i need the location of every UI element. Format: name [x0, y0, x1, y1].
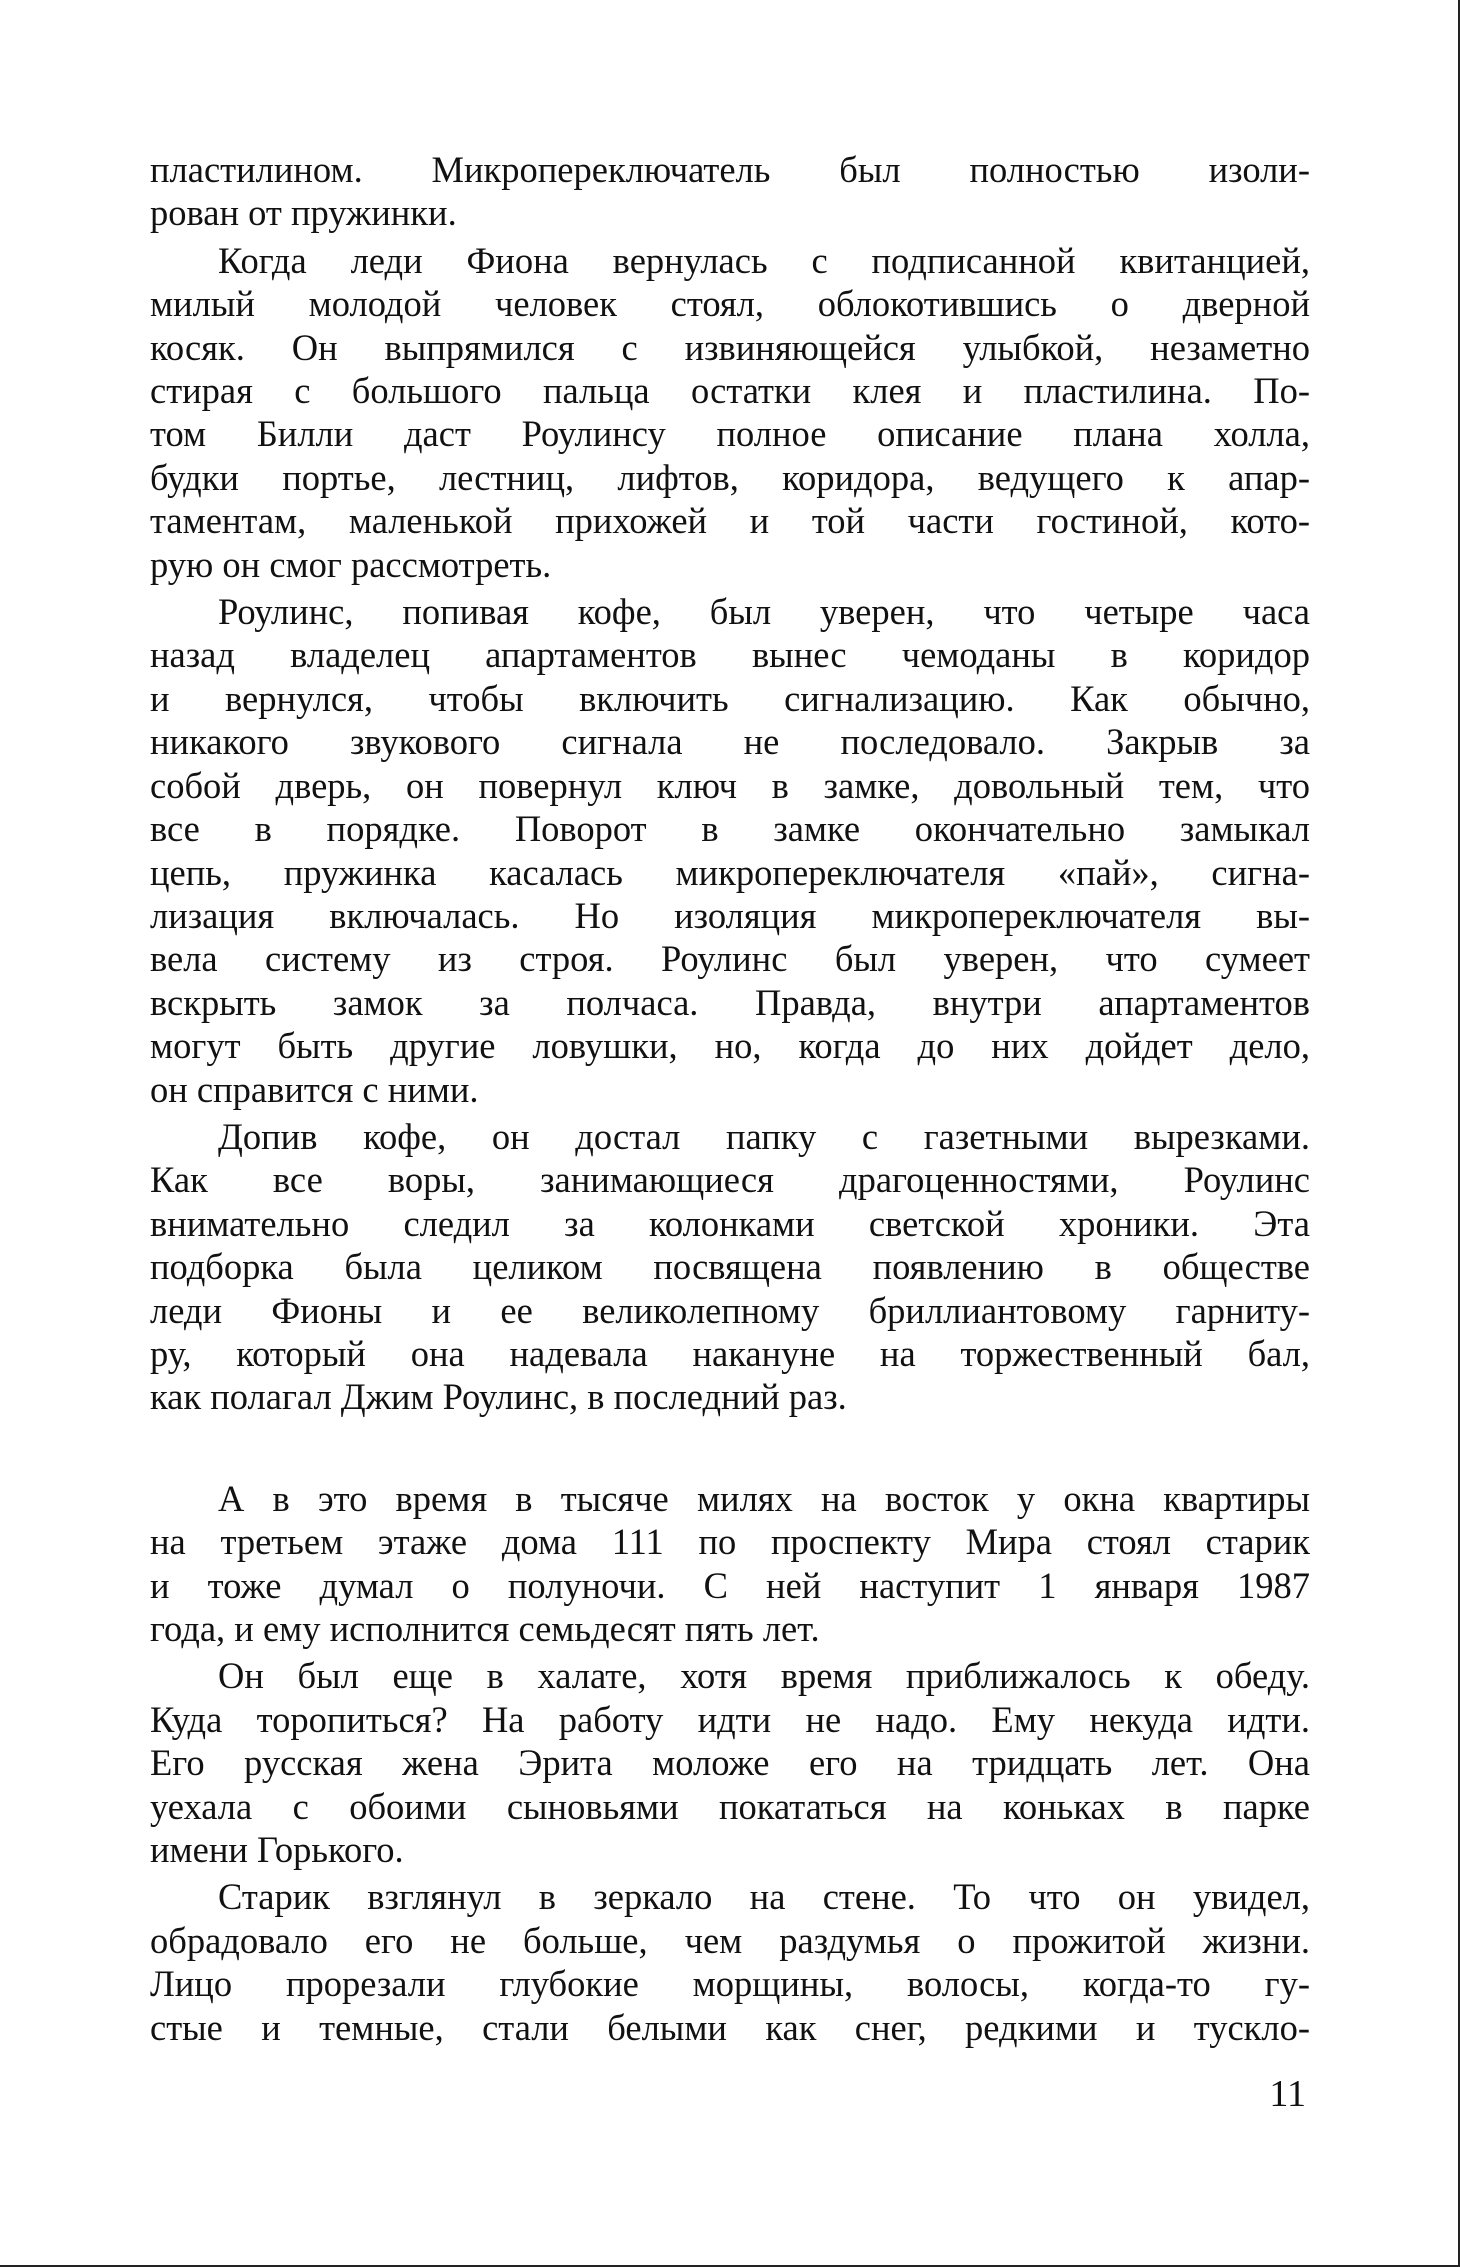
- text-line: и вернулся, чтобы включить сигнализацию. Как обычно,: [150, 677, 1310, 719]
- text-line: как полагал Джим Роулинс, в последний раз.: [150, 1376, 847, 1418]
- text-line: ру, который она надевала накануне на торжественный бал,: [150, 1332, 1310, 1374]
- text-line: Куда торопиться? На работу идти не надо. Ему некуда идти.: [150, 1698, 1310, 1740]
- text-line: внимательно следил за колонками светской хроники. Эта: [150, 1202, 1310, 1244]
- paragraph: [150, 1875, 1310, 2049]
- text-line: Он был еще в халате, хотя время приближалось к обеду.: [218, 1655, 1310, 1697]
- text-line: Как все воры, занимающиеся драгоценностями, Роулинс: [150, 1159, 1310, 1201]
- text-line: на третьем этаже дома 111 по проспекту Мира стоял старик: [150, 1521, 1310, 1563]
- text-line: Роулинс, попивая кофе, был уверен, что четыре часа: [218, 591, 1310, 633]
- paragraph: [150, 148, 1310, 235]
- text-line: он справится с ними.: [150, 1068, 479, 1110]
- paragraph: [150, 1654, 1310, 1871]
- text-line: Его русская жена Эрита моложе его на тридцать лет. Она: [150, 1742, 1310, 1784]
- text-line: Допив кофе, он достал папку с газетными вырезками.: [218, 1115, 1310, 1157]
- text-line: том Билли даст Роулинсу полное описание плана холла,: [150, 413, 1310, 455]
- text-line: рую он смог рассмотреть.: [150, 543, 552, 585]
- text-line: А в это время в тысяче милях на восток у окна квартиры: [218, 1477, 1310, 1519]
- section-break: [150, 1419, 1310, 1477]
- text-line: вела систему из строя. Роулинс был уверен, что сумеет: [150, 938, 1310, 980]
- text-line: никакого звукового сигнала не последовало. Закрыв за: [150, 721, 1310, 763]
- text-line: Когда леди Фиона вернулась с подписанной квитанцией,: [218, 239, 1310, 281]
- text-line: милый молодой человек стоял, облокотившись о дверной: [150, 283, 1310, 325]
- text-line: Старик взглянул в зеркало на стене. То что он увидел,: [218, 1876, 1310, 1918]
- text-line: цепь, пружинка касалась микропереключателя «пай», сигна-: [150, 851, 1310, 893]
- text-line: таментам, маленькой прихожей и той части гостиной, кото-: [150, 500, 1310, 542]
- paragraph: [150, 590, 1310, 1111]
- text-line: года, и ему исполнится семьдесят пять лет.: [150, 1608, 820, 1649]
- body-text: [150, 148, 1310, 2049]
- text-line: имени Горького.: [150, 1829, 404, 1871]
- text-line: леди Фионы и ее великолепному бриллиантовому гарниту-: [150, 1289, 1310, 1331]
- paragraph: [150, 239, 1310, 586]
- paragraph: [150, 1115, 1310, 1419]
- paragraph: [150, 1477, 1310, 1651]
- text-line: подборка была целиком посвящена появлению в обществе: [150, 1246, 1310, 1288]
- text-line: стирая с большого пальца остатки клея и пластилина. По-: [150, 370, 1310, 412]
- page-number: 11: [1269, 2073, 1306, 2115]
- text-line: вскрыть замок за полчаса. Правда, внутри апартаментов: [150, 981, 1310, 1023]
- text-line: обрадовало его не больше, чем раздумья о прожитой жизни.: [150, 1919, 1310, 1961]
- text-line: косяк. Он выпрямился с извиняющейся улыбкой, незаметно: [150, 326, 1310, 368]
- text-line: Лицо прорезали глубокие морщины, волосы, когда-то гу-: [150, 1963, 1310, 2005]
- text-line: собой дверь, он повернул ключ в замке, довольный тем, что: [150, 764, 1310, 806]
- text-line: стые и темные, стали белыми как снег, редкими и тускло-: [150, 2006, 1310, 2048]
- text-line: назад владелец апартаментов вынес чемоданы в коридор: [150, 634, 1310, 676]
- text-line: рован от пружинки.: [150, 192, 457, 234]
- text-line: лизация включалась. Но изоляция микропереключателя вы-: [150, 894, 1310, 936]
- text-line: уехала с обоими сыновьями покататься на коньках в парке: [150, 1785, 1310, 1827]
- text-line: и тоже думал о полуночи. С ней наступит 1 января 1987: [150, 1564, 1310, 1606]
- text-line: будки портье, лестниц, лифтов, коридора, ведущего к апар-: [150, 456, 1310, 498]
- text-line: могут быть другие ловушки, но, когда до них дойдет дело,: [150, 1025, 1310, 1067]
- text-line: пластилином. Микропереключатель был полностью изоли-: [150, 149, 1310, 190]
- text-line: все в порядке. Поворот в замке окончательно замыкал: [150, 808, 1310, 850]
